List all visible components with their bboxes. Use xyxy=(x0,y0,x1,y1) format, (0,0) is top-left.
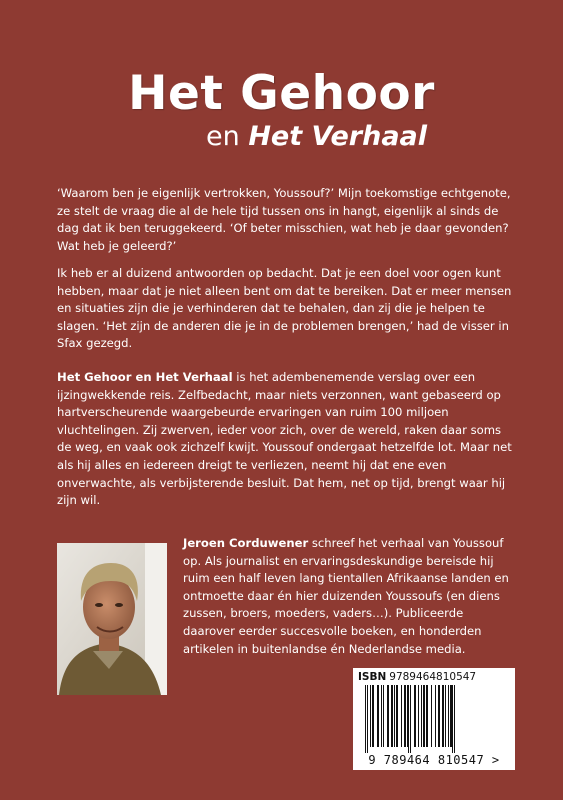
book-subtitle xyxy=(206,120,427,154)
barcode-bar xyxy=(423,685,425,747)
barcode-bar xyxy=(381,685,382,747)
barcode-bar xyxy=(426,685,428,747)
blurb-paragraph-2: Ik heb er al duizend antwoorden op bedacht. Dat je een doel voor ogen kunt hebben, maar dat je niet alleen bent om dat te bereiken. Dat er meer mensen en situaties zijn die je verhinderen dat te behalen, dan zij die je helpen te slagen. ‘Het zijn de anderen die je in de problemen brengen,’ had de visser in Sfax gezegd. xyxy=(57,266,512,351)
barcode-bar xyxy=(421,685,422,747)
barcode-bar xyxy=(407,685,408,747)
barcode-bar xyxy=(438,685,440,747)
barcode-bar xyxy=(367,685,368,753)
barcode-digits: 9 789464 810547 > xyxy=(368,753,500,767)
barcode-bar xyxy=(387,685,389,747)
barcode-bar xyxy=(442,685,444,747)
isbn-number: 9789464810547 xyxy=(389,671,477,683)
author-portrait-image xyxy=(57,543,167,695)
barcode-bar xyxy=(365,685,366,753)
blurb-paragraph-1: ‘Waarom ben je eigenlijk vertrokken, Youssouf?’ Mijn toekomstige echtgenote, ze stelt de vraag die al de hele tijd tussen ons in hangt, eigenlijk al sinds de dag dat ik ben teruggekeerd. ‘Of beter misschien, wat heb je daar gevonden? Wat heb je geleerd?’ xyxy=(57,186,511,253)
isbn-barcode-block xyxy=(353,668,515,770)
barcode-bar xyxy=(408,685,409,753)
barcode-bar xyxy=(445,685,446,747)
barcode-bar xyxy=(383,685,384,747)
author-bio-text: schreef het verhaal van Youssouf op. Als journalist en ervaringsdeskundige bereisde hij ruim een half leven lang tientallen Afrikaanse landen en ontmoette daar én hier duizenden Youssoufs (en diens zussen, broers, moeders, vaders…). Publiceerde daarover eerder succesvolle boeken, en honderden artikelen in buitenlandse én Nederlandse media. xyxy=(183,536,509,656)
barcode-image xyxy=(363,685,505,753)
barcode-bar xyxy=(454,685,455,753)
subtitle-main: Het Verhaal xyxy=(248,121,428,152)
barcode-bar xyxy=(452,685,453,753)
author-photo xyxy=(57,543,167,695)
barcode-bar xyxy=(396,685,398,747)
barcode-bar xyxy=(370,685,371,747)
barcode-bar xyxy=(431,685,432,747)
barcode-bar xyxy=(450,685,452,747)
barcode-bar xyxy=(418,685,419,747)
barcode-bar xyxy=(391,685,393,747)
barcode-bar xyxy=(394,685,395,747)
isbn-label: ISBN xyxy=(358,671,387,683)
blurb-paragraph-3 xyxy=(57,369,517,510)
barcode-bar xyxy=(404,685,406,747)
subtitle-lead: en xyxy=(206,121,240,152)
barcode-bar xyxy=(372,685,374,747)
barcode-bar xyxy=(410,685,411,753)
barcode-bar xyxy=(414,685,416,747)
barcode-bar xyxy=(448,685,449,747)
book-title: Het Gehoor xyxy=(128,66,435,121)
author-name: Jeroen Corduwener xyxy=(183,536,309,550)
author-bio xyxy=(183,535,513,658)
barcode-bar xyxy=(377,685,379,747)
blurb-paragraph-3-text: is het adembenemende verslag over een ijzingwekkende reis. Zelfbedacht, maar niets verzonnen, want gebaseerd op hartverscheurende waargebeurde ervaringen van ruim 100 miljoen vluchtelingen. Zij zwerven, ieder voor zich, over de wereld, raken daar soms de weg, en vaak ook zichzelf kwijt. Youssouf ondergaat hetzelfde lot. Maar net als hij alles en iedereen dreigt te verliezen, neemt hij dat ene even onverwachte, als verbijsterende besluit. Dat hem, net op tijd, brengt waar hij zijn wil. xyxy=(57,370,512,508)
book-title-inline: Het Gehoor en Het Verhaal xyxy=(57,370,233,384)
barcode-bar xyxy=(435,685,436,747)
isbn-text xyxy=(358,671,476,683)
barcode-bar xyxy=(401,685,402,747)
